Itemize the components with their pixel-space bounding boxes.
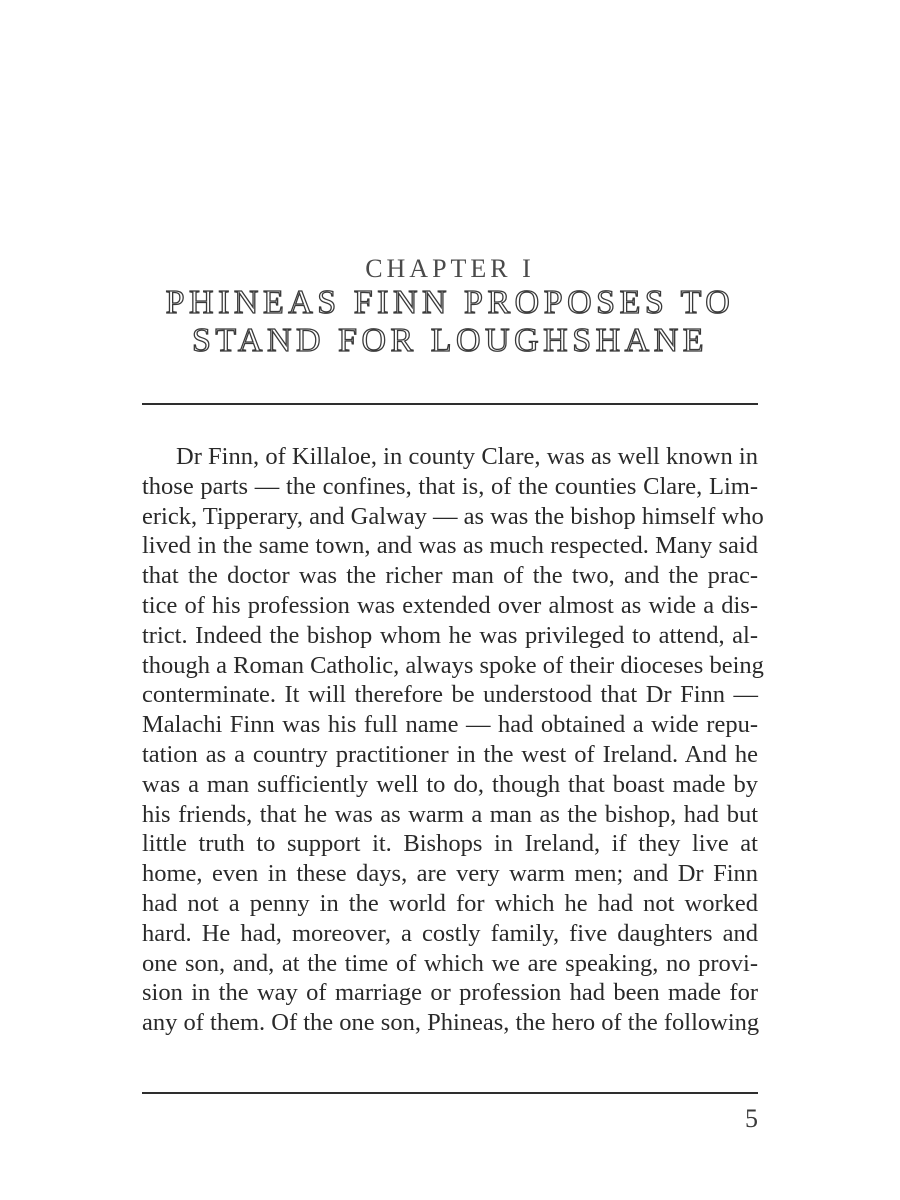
text-line: though a Roman Catholic, always spoke of their dioceses being [142, 651, 764, 679]
text-line: erick, Tipperary, and Galway — as was the bishop himself who [142, 502, 764, 530]
text-line: any of them. Of the one son, Phineas, the hero of the following [142, 1009, 760, 1037]
text-line: sion in the way of marriage or profession had been made for [142, 979, 758, 1007]
text-line: one son, and, at the time of which we are speaking, no provi- [142, 949, 758, 977]
top-rule [142, 403, 758, 405]
chapter-title-line: PHINEAS FINN PROPOSES TO [165, 284, 735, 321]
text-line: lived in the same town, and was as much respected. Many said [142, 532, 758, 560]
chapter-title [0, 284, 900, 360]
body-text [142, 442, 764, 1038]
text-line: was a man sufficiently well to do, though that boast made by [142, 770, 758, 798]
text-line: Dr Finn, of Killaloe, in county Clare, was as well known in [176, 443, 758, 470]
text-line: tice of his profession was extended over almost as wide a dis- [142, 591, 758, 619]
page-number: 5 [745, 1104, 758, 1133]
chapter-title-line: STAND FOR LOUGHSHANE [191, 322, 709, 359]
text-line: had not a penny in the world for which he had not worked [142, 889, 758, 917]
text-line: home, even in these days, are very warm men; and Dr Finn [142, 860, 758, 888]
text-line: his friends, that he was as warm a man as the bishop, had but [142, 800, 758, 828]
text-line: trict. Indeed the bishop whom he was privileged to attend, al- [142, 621, 758, 649]
text-line: tation as a country practitioner in the west of Ireland. And he [142, 740, 758, 768]
chapter-label: CHAPTER I [365, 254, 535, 283]
text-line: Malachi Finn was his full name — had obtained a wide repu- [142, 711, 758, 739]
text-line: little truth to support it. Bishops in Ireland, if they live at [142, 830, 758, 858]
text-line: conterminate. It will therefore be understood that Dr Finn — [142, 681, 758, 709]
bottom-rule [142, 1092, 758, 1094]
text-line: hard. He had, moreover, a costly family, five daughters and [142, 919, 758, 947]
text-line: that the doctor was the richer man of the two, and the prac- [142, 562, 758, 590]
text-line: those parts — the confines, that is, of the counties Clare, Lim- [142, 472, 758, 500]
